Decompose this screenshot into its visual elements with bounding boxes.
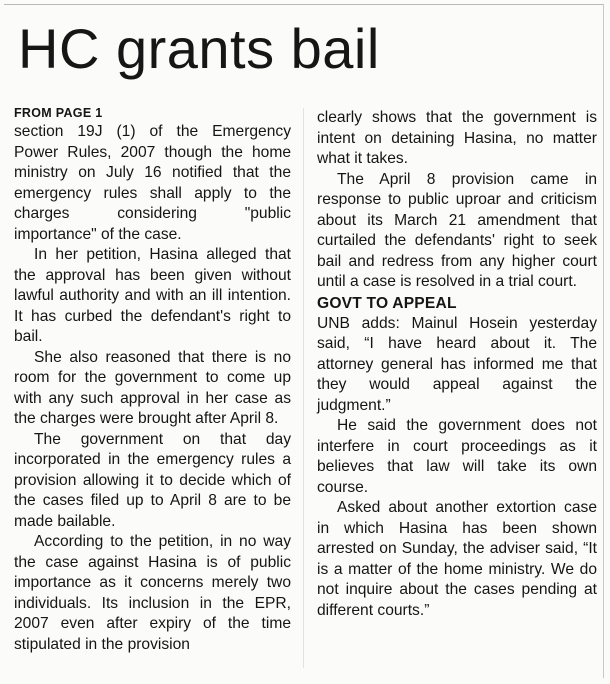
kicker: FROM PAGE 1 [14, 106, 103, 120]
paragraph: Asked about another extortion case in which Hasina has been shown arrested on Sunday, the adviser said, “It is a matter of the home ministry. We do not inquire about the cases pending at different courts.” [317, 499, 597, 619]
column-gutter [303, 108, 304, 668]
frame-border-top [4, 4, 604, 5]
paragraph: In her petition, Hasina alleged that the approval has been given without lawful authority and with an ill intention. It has curbed the defendant's right to bail. [14, 246, 291, 345]
paragraph: According to the petition, in no way the case against Hasina is of public importance as it concerns merely two individuals. Its inclusion in the EPR, 2007 even after expiry of the time stipulated in the provision [14, 533, 291, 653]
paragraph: section 19J (1) of the Emergency Power Rules, 2007 though the home ministry on July 16 notified that the emergency rules shall apply to the charges considering "public importance" of the case. [14, 123, 291, 243]
headline: HC grants bail [18, 17, 380, 80]
paragraph: He said the government does not interfere in court proceedings as it believes that law will take its own course. [317, 417, 597, 496]
paragraph: clearly shows that the government is intent on detaining Hasina, no matter what it takes. [317, 109, 597, 167]
paragraph: UNB adds: Mainul Hosein yesterday said, “I have heard about it. The attorney general has informed me that they would appeal against the judgment.” [317, 314, 597, 414]
paragraph: She also reasoned that there is no room for the government to come up with any such approval in her case as the charges were brought after April 8. [14, 348, 291, 427]
frame-border-right [603, 4, 604, 678]
left-column [14, 104, 291, 655]
paragraph: The April 8 provision came in response to public uproar and criticism about its March 21 amendment that curtailed the defendants' right to seek bail and redress from any higher court until a case is resolved in a trial court. [317, 170, 597, 290]
paragraph: The government on that day incorporated in the emergency rules a provision allowing it to decide which of the cases filed up to April 8 are to be made bailable. [14, 430, 291, 530]
subhead: GOVT TO APPEAL [317, 294, 457, 312]
right-column [317, 108, 597, 621]
